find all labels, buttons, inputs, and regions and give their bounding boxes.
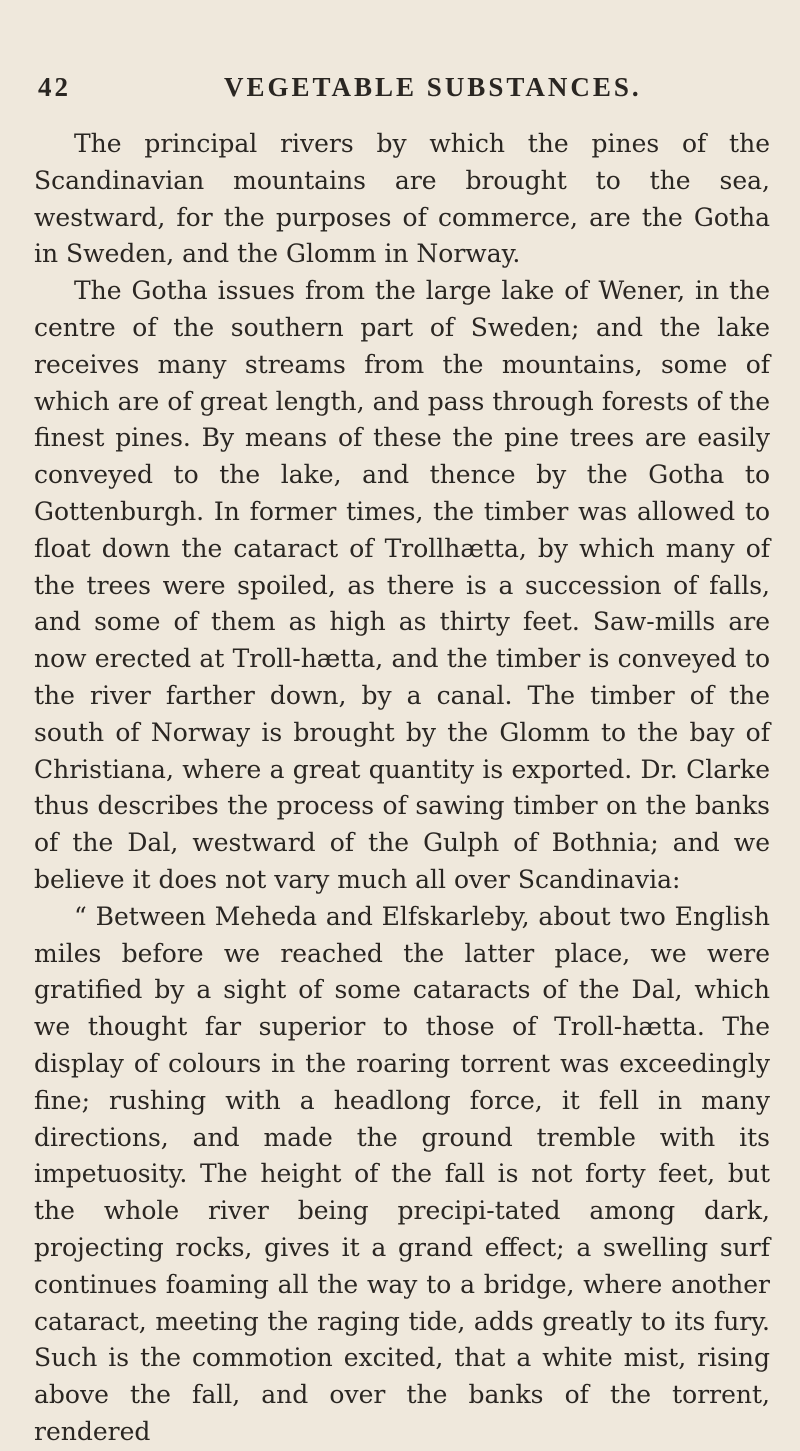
body-text	[34, 126, 770, 1451]
page-number: 42	[38, 72, 71, 102]
running-title: VEGETABLE SUBSTANCES.	[224, 72, 642, 102]
paragraph-quotation: “ Between Meheda and Elfskarleby, about two English miles before we reached the latter place, we were gratified by a sight of some cataracts of the Dal, which we thought far superior to those of Troll-hætta. The display of colours in the roaring torrent was exceedingly fine; rushing with a headlong force, it fell in many directions, and made the ground tremble with its impetuosity. The height of the fall is not forty feet, but the whole river being precipi-tated among dark, projecting rocks, gives it a grand effect; a swelling surf continues foaming all the way to a bridge, where another cataract, meeting the raging tide, adds greatly to its fury. Such is the commotion excited, that a white mist, rising above the fall, and over the banks of the torrent, rendered	[34, 901, 770, 1446]
paragraph-rivers: The principal rivers by which the pines of the Scandinavian mountains are brought to the sea, westward, for the purposes of commerce, are the Gotha in Sweden, and the Glomm in Norway.	[34, 129, 770, 269]
running-head	[34, 72, 766, 108]
paragraph-gotha: The Gotha issues from the large lake of Wener, in the centre of the southern part of Sweden; and the lake receives many streams from the mountains, some of which are of great length, and pass through forests of the finest pines. By means of these the pine trees are easily conveyed to the lake, and thence by the Gotha to Gottenburgh. In former times, the timber was allowed to float down the cataract of Trollhætta, by which many of the trees were spoiled, as there is a succession of falls, and some of them as high as thirty feet. Saw-mills are now erected at Troll-hætta, and the timber is conveyed to the river farther down, by a canal. The timber of the south of Norway is brought by the Glomm to the bay of Christiana, where a great quantity is exported. Dr. Clarke thus describes the process of sawing timber on the banks of the Dal, westward of the Gulph of Bothnia; and we believe it does not vary much all over Scandinavia:	[34, 276, 770, 894]
